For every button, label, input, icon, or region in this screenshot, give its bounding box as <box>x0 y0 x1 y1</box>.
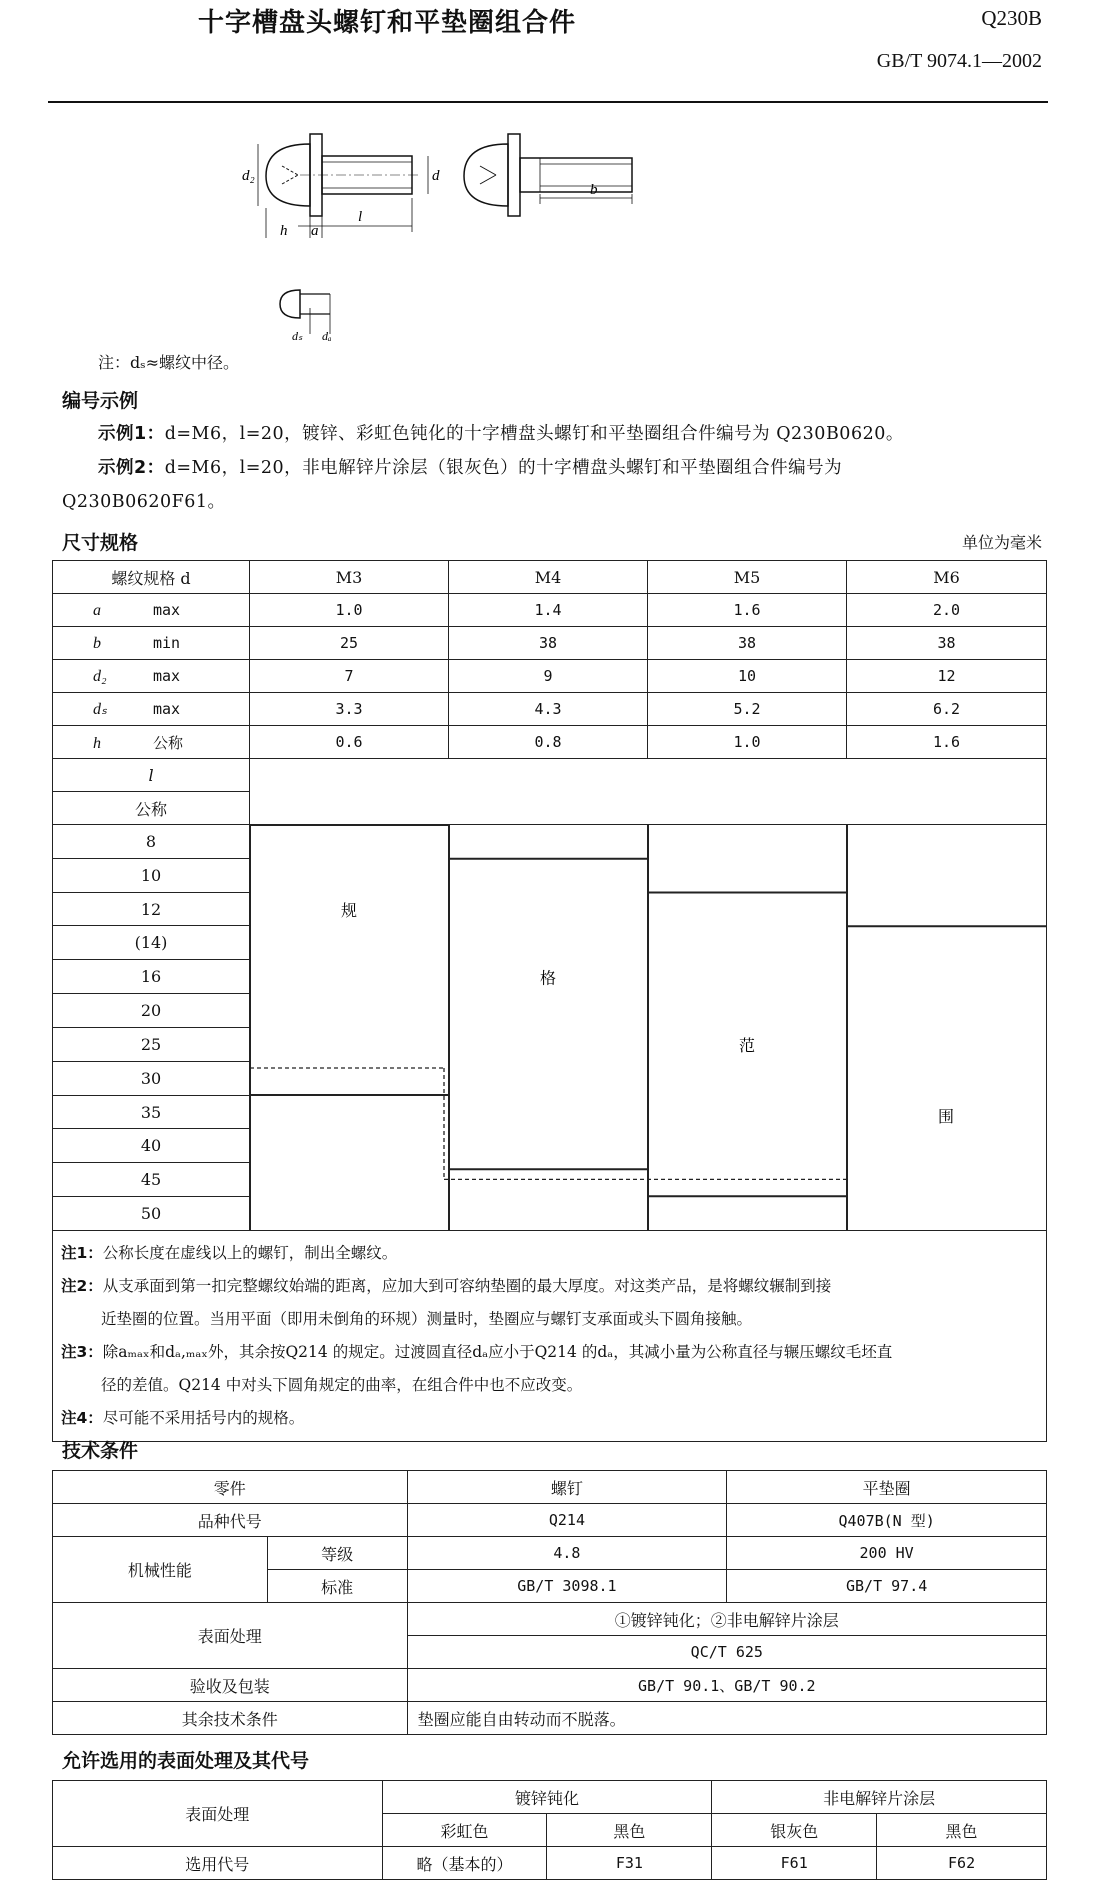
example-2 <box>98 454 1048 479</box>
note-key: 注1： <box>61 1244 103 1262</box>
cell: 4.3 <box>449 693 648 726</box>
label-b: b <box>590 182 598 198</box>
finish-surface-label: 表面处理 <box>53 1781 383 1847</box>
cell: 2.0 <box>847 594 1047 627</box>
note-key: 注2： <box>61 1277 103 1295</box>
standard-number: GB/T 9074.1—2002 <box>876 50 1042 72</box>
finish-black-2: 黑色 <box>877 1814 1047 1847</box>
cell: 1.6 <box>847 726 1047 759</box>
thread-spec-label: 螺纹规格 d <box>53 561 250 594</box>
length-value: 35 <box>53 1095 250 1129</box>
figure-note: 注：dₛ≈螺纹中径。 <box>98 353 240 372</box>
col-m3: M3 <box>250 561 449 594</box>
header-rule <box>48 101 1048 103</box>
cell: 9 <box>449 660 648 693</box>
grade-label: 等级 <box>267 1537 407 1570</box>
table-row <box>53 726 1047 759</box>
table-row <box>53 693 1047 726</box>
length-value: (14) <box>53 926 250 960</box>
length-label: l <box>53 759 250 792</box>
cell: 3.3 <box>250 693 449 726</box>
range-word: 格 <box>539 968 557 988</box>
finish-black-1: 黑色 <box>547 1814 712 1847</box>
cell: 38 <box>648 627 847 660</box>
row-qualifier: max <box>152 601 181 619</box>
note-text: 尽可能不采用括号内的规格。 <box>102 1409 305 1427</box>
table-row <box>53 594 1047 627</box>
unit-label: 单位为毫米 <box>961 533 1042 552</box>
length-value: 40 <box>53 1129 250 1163</box>
note-text: 公称长度在虚线以上的螺钉，制出全螺纹。 <box>102 1244 398 1262</box>
finish-code-3: F61 <box>712 1847 877 1880</box>
blank-header <box>250 759 1047 825</box>
table-row <box>53 627 1047 660</box>
notes-cell <box>53 1231 1047 1442</box>
cell: 1.4 <box>449 594 648 627</box>
grade-screw: 4.8 <box>407 1537 727 1570</box>
row-qualifier: max <box>152 700 181 718</box>
variety-washer: Q407B(N 型) <box>727 1504 1047 1537</box>
screw-drawing <box>240 108 840 348</box>
cell: 10 <box>648 660 847 693</box>
cell: 1.0 <box>648 726 847 759</box>
cell: 38 <box>449 627 648 660</box>
variety-screw: Q214 <box>407 1504 727 1537</box>
finish-zinc: 镀锌钝化 <box>382 1781 712 1814</box>
cell: 38 <box>847 627 1047 660</box>
length-value: 20 <box>53 994 250 1028</box>
table-row <box>53 660 1047 693</box>
row-symbol: a <box>92 602 101 619</box>
length-value: 8 <box>53 825 250 859</box>
length-value: 16 <box>53 960 250 994</box>
accept-label: 验收及包装 <box>53 1669 408 1702</box>
surface-label: 表面处理 <box>53 1603 408 1669</box>
row-qualifier: min <box>152 634 181 652</box>
row-symbol: h <box>92 734 101 752</box>
std-screw: GB/T 3098.1 <box>407 1570 727 1603</box>
finish-flake: 非电解锌片涂层 <box>712 1781 1047 1814</box>
note-3 <box>61 1336 1038 1369</box>
cell: 25 <box>250 627 449 660</box>
std-label: 标准 <box>267 1570 407 1603</box>
col-m6: M6 <box>847 561 1047 594</box>
cell: 0.8 <box>449 726 648 759</box>
finish-code-2: F31 <box>547 1847 712 1880</box>
row-qualifier: 公称 <box>152 733 183 752</box>
finish-code-1: 略（基本的） <box>382 1847 547 1880</box>
row-qualifier: max <box>152 667 181 685</box>
range-graph <box>250 825 1046 1230</box>
cell: 0.6 <box>250 726 449 759</box>
accept-value: GB/T 90.1、GB/T 90.2 <box>407 1669 1046 1702</box>
row-symbol: d₂ <box>92 668 107 685</box>
th-washer: 平垫圈 <box>727 1471 1047 1504</box>
cell: 1.6 <box>648 594 847 627</box>
th-part: 零件 <box>53 1471 408 1504</box>
cell: 12 <box>847 660 1047 693</box>
note-key: 注3： <box>61 1343 103 1361</box>
length-value: 12 <box>53 892 250 926</box>
label-ds: dₛ <box>292 329 303 343</box>
grade-washer: 200 HV <box>727 1537 1047 1570</box>
surface-options: ①镀锌钝化；②非电解锌片涂层 <box>407 1603 1046 1636</box>
length-value: 10 <box>53 858 250 892</box>
finish-code-label: 选用代号 <box>53 1847 383 1880</box>
example-2-text: d=M6，l=20，非电解锌片涂层（银灰色）的十字槽盘头螺钉和平垫圈组合件编号为 <box>164 458 843 478</box>
page-title: 十字槽盘头螺钉和平垫圈组合件 <box>198 8 577 38</box>
cell: 1.0 <box>250 594 449 627</box>
note-1 <box>61 1237 1038 1270</box>
finish-silver: 银灰色 <box>712 1814 877 1847</box>
note-key: 注4： <box>61 1409 103 1427</box>
finish-heading: 允许选用的表面处理及其代号 <box>62 1750 310 1772</box>
row-symbol: b <box>92 635 101 652</box>
variety-label: 品种代号 <box>53 1504 408 1537</box>
note-4 <box>61 1402 1038 1435</box>
cell: 6.2 <box>847 693 1047 726</box>
finish-table <box>52 1780 1047 1880</box>
example-1-label: 示例1： <box>98 424 165 444</box>
example-2-label: 示例2： <box>98 458 165 478</box>
cell: 7 <box>250 660 449 693</box>
mech-label: 机械性能 <box>53 1537 268 1603</box>
label-a: a <box>311 223 319 239</box>
cell: 5.2 <box>648 693 847 726</box>
note-2-cont: 近垫圈的位置。当用平面（即用未倒角的环规）测量时，垫圈应与螺钉支承面或头下圆角接触。 <box>101 1310 753 1328</box>
range-area <box>250 825 1047 1231</box>
label-da: dₐ <box>322 329 332 343</box>
dims-heading: 尺寸规格 <box>62 532 139 554</box>
length-value: 45 <box>53 1163 250 1197</box>
note-text: 除aₘₐₓ和dₐ,ₘₐₓ外，其余按Q214 的规定。过渡圆直径dₐ应小于Q214 的dₐ，其减小量为公称直径与辗压螺纹毛坯直 <box>102 1343 893 1361</box>
range-word: 围 <box>937 1107 955 1126</box>
range-word: 范 <box>738 1036 756 1056</box>
examples-heading: 编号示例 <box>62 390 139 412</box>
other-value: 垫圈应能自由转动而不脱落。 <box>407 1702 1046 1735</box>
th-screw: 螺钉 <box>407 1471 727 1504</box>
col-m5: M5 <box>648 561 847 594</box>
std-washer: GB/T 97.4 <box>727 1570 1047 1603</box>
length-sub-label: 公称 <box>53 792 250 825</box>
example-2-cont: Q230B0620F61。 <box>62 492 226 512</box>
col-m4: M4 <box>449 561 648 594</box>
label-h: h <box>280 223 288 239</box>
label-d: d <box>432 168 440 184</box>
length-value: 50 <box>53 1197 250 1231</box>
tech-table <box>52 1470 1047 1735</box>
doc-code: Q230B <box>981 6 1042 30</box>
other-label: 其余技术条件 <box>53 1702 408 1735</box>
finish-code-4: F62 <box>877 1847 1047 1880</box>
surface-std: QC/T 625 <box>407 1636 1046 1669</box>
note-3-cont: 径的差值。Q214 中对头下圆角规定的曲率，在组合件中也不应改变。 <box>101 1376 583 1394</box>
tech-heading: 技术条件 <box>62 1440 139 1462</box>
length-value: 30 <box>53 1061 250 1095</box>
dims-table <box>52 560 1047 1442</box>
label-d2: d₂ <box>242 168 255 184</box>
range-word: 规 <box>340 901 358 921</box>
finish-rainbow: 彩虹色 <box>382 1814 547 1847</box>
note-text: 从支承面到第一扣完整螺纹始端的距离，应加大到可容纳垫圈的最大厚度。对这类产品，是将螺纹辗制到接 <box>102 1277 832 1295</box>
example-1 <box>98 420 1048 445</box>
row-symbol: dₛ <box>92 701 107 718</box>
label-l: l <box>358 209 363 225</box>
length-value: 25 <box>53 1027 250 1061</box>
note-2 <box>61 1270 1038 1303</box>
example-1-text: d=M6，l=20，镀锌、彩虹色钝化的十字槽盘头螺钉和平垫圈组合件编号为 Q230B0620。 <box>164 424 904 444</box>
